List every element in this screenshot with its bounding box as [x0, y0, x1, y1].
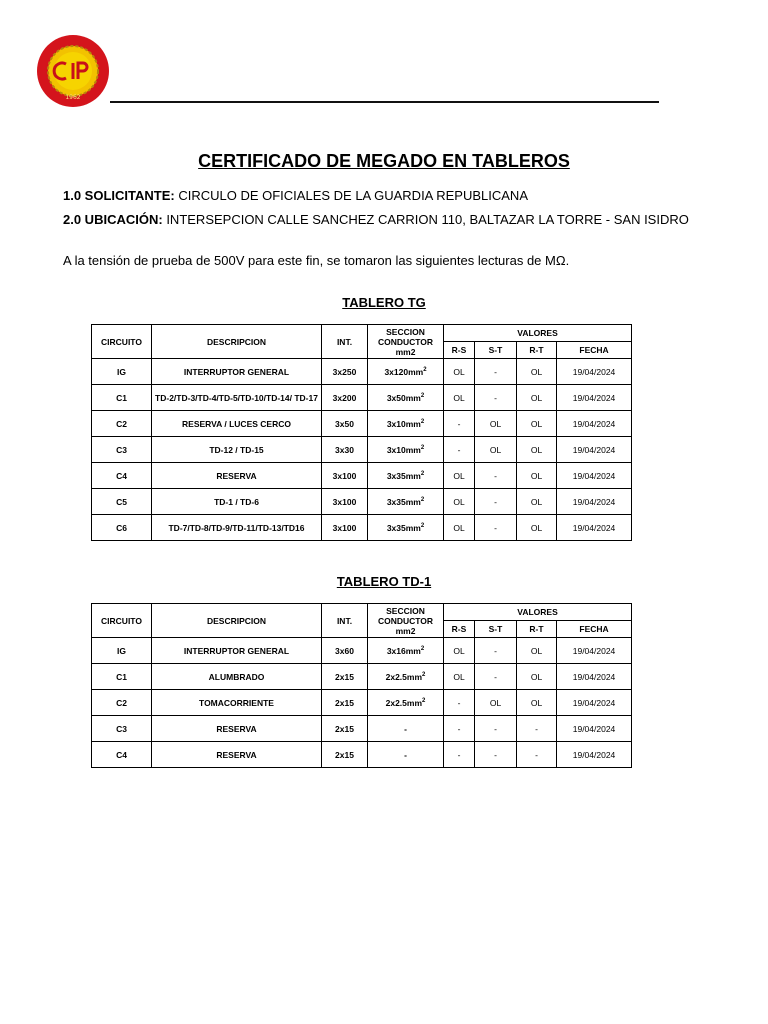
- cell-st-text: OL: [489, 418, 502, 429]
- cell-rt-text: OL: [530, 496, 543, 507]
- cell-circuito: [92, 489, 152, 515]
- tablero-tg-table: [91, 324, 632, 541]
- cell-fecha-text: 19/04/2024: [572, 645, 616, 656]
- cell-int: [322, 638, 368, 664]
- cell-seccion-superscript: 2: [423, 366, 427, 373]
- cell-fecha-text: 19/04/2024: [572, 392, 616, 403]
- cell-seccion-text: 3x10mm: [386, 418, 421, 429]
- cell-circuito-text: C2: [116, 418, 127, 429]
- cell-descripcion: [152, 489, 322, 515]
- cell-rs-text: OL: [453, 496, 465, 507]
- cell-circuito: [92, 437, 152, 463]
- cell-rs-text: -: [457, 723, 461, 734]
- cell-seccion: [368, 716, 444, 742]
- cell-rt: [517, 742, 557, 768]
- intro-text: A la tensión de prueba de 500V para este fin, se tomaron las siguientes lecturas de MΩ.: [63, 253, 570, 268]
- cell-descripcion: [152, 716, 322, 742]
- cell-st: [475, 716, 517, 742]
- cell-st-text: -: [494, 366, 497, 377]
- cell-st-text: -: [494, 723, 497, 734]
- header-circuito: CIRCUITO: [92, 325, 152, 359]
- table-row: [92, 437, 632, 463]
- header-fecha: FECHA: [557, 342, 632, 359]
- cell-descripcion: [152, 690, 322, 716]
- cell-seccion-superscript: 2: [420, 470, 425, 477]
- cell-seccion-text: 3x35mm: [386, 522, 421, 533]
- cell-st-text: -: [494, 749, 497, 760]
- cell-seccion-text: 2x2.5mm: [385, 671, 423, 682]
- cell-circuito-text: C1: [116, 392, 127, 403]
- cell-rs: [444, 690, 475, 716]
- cell-rt: [517, 463, 557, 489]
- cell-rt-text: OL: [530, 470, 543, 481]
- table-row: [92, 742, 632, 768]
- cell-seccion: [368, 463, 444, 489]
- header-fecha: FECHA: [557, 621, 632, 638]
- cell-descripcion-text: INTERRUPTOR GENERAL: [183, 366, 290, 377]
- logo-year: 1962: [65, 94, 81, 101]
- ubicacion-line: [63, 212, 689, 227]
- header-st: S-T: [475, 621, 517, 638]
- solicitante-value: CIRCULO DE OFICIALES DE LA GUARDIA REPUBLICANA: [178, 188, 528, 203]
- cell-fecha-text: 19/04/2024: [572, 496, 616, 507]
- cell-seccion-text: -: [404, 749, 407, 760]
- table-row: [92, 515, 632, 541]
- header-seccion: SECCION CONDUCTOR mm2: [368, 604, 444, 638]
- cell-int-text: 3x100: [332, 470, 357, 481]
- cell-fecha-text: 19/04/2024: [572, 723, 616, 734]
- cell-st: [475, 411, 517, 437]
- cell-fecha: [557, 690, 632, 716]
- cell-rs-text: OL: [453, 671, 465, 682]
- cell-seccion-superscript: 2: [420, 392, 425, 399]
- cell-circuito-text: C3: [116, 723, 127, 734]
- cell-descripcion-text: ALUMBRADO: [208, 671, 265, 682]
- cell-descripcion-text: TD-7/TD-8/TD-9/TD-11/TD-13/TD16: [168, 522, 305, 533]
- cell-seccion-text: 3x10mm: [386, 444, 421, 455]
- cell-seccion-superscript: 2: [420, 522, 425, 529]
- cell-int: [322, 716, 368, 742]
- cell-st: [475, 385, 517, 411]
- cell-descripcion: [152, 463, 322, 489]
- cell-seccion-superscript: 2: [420, 496, 425, 503]
- cell-int-text: 2x15: [335, 671, 354, 682]
- cell-descripcion: [152, 385, 322, 411]
- cell-seccion: [368, 690, 444, 716]
- cell-circuito: [92, 411, 152, 437]
- cell-rt-text: -: [535, 723, 538, 734]
- cell-rs-text: OL: [453, 470, 465, 481]
- cell-circuito: [92, 742, 152, 768]
- cell-fecha: [557, 463, 632, 489]
- cell-fecha: [557, 664, 632, 690]
- cell-rt-text: -: [535, 749, 538, 760]
- cell-int: [322, 489, 368, 515]
- cell-descripcion-text: INTERRUPTOR GENERAL: [183, 645, 290, 656]
- table-row: [92, 359, 632, 385]
- cell-int-text: 2x15: [335, 723, 354, 734]
- cell-descripcion: [152, 359, 322, 385]
- cell-seccion-text: 3x35mm: [386, 496, 421, 507]
- header-seccion: SECCION CONDUCTOR mm2: [368, 325, 444, 359]
- cell-circuito-text: C4: [116, 470, 127, 481]
- cell-rt: [517, 664, 557, 690]
- header-st: S-T: [475, 342, 517, 359]
- cell-fecha-text: 19/04/2024: [572, 671, 616, 682]
- cell-circuito: [92, 664, 152, 690]
- cell-circuito-text: IG: [117, 645, 126, 656]
- cell-seccion-superscript: 2: [422, 697, 426, 704]
- cell-rs: [444, 716, 475, 742]
- cell-descripcion: [152, 638, 322, 664]
- solicitante-line: [63, 188, 528, 203]
- header-valores: VALORES: [444, 604, 632, 621]
- table-row: [92, 690, 632, 716]
- cell-int: [322, 463, 368, 489]
- cell-fecha: [557, 411, 632, 437]
- cell-st: [475, 437, 517, 463]
- header-rt: R-T: [517, 342, 557, 359]
- cell-fecha-text: 19/04/2024: [572, 522, 616, 533]
- cell-rs: [444, 411, 475, 437]
- cell-circuito: [92, 716, 152, 742]
- cell-seccion-text: 3x16mm: [386, 645, 421, 656]
- ubicacion-value: INTERSEPCION CALLE SANCHEZ CARRION 110, BALTAZAR LA TORRE - SAN ISIDRO: [166, 212, 689, 227]
- cell-rt: [517, 437, 557, 463]
- cell-seccion: [368, 437, 444, 463]
- cell-st: [475, 664, 517, 690]
- cell-descripcion: [152, 411, 322, 437]
- cell-seccion: [368, 385, 444, 411]
- cell-st: [475, 515, 517, 541]
- cell-rs-text: -: [457, 418, 461, 429]
- header-rt: R-T: [517, 621, 557, 638]
- cell-st: [475, 742, 517, 768]
- cell-fecha: [557, 515, 632, 541]
- table-row: [92, 385, 632, 411]
- cell-rs-text: OL: [453, 392, 465, 403]
- cell-rs-text: -: [457, 749, 461, 760]
- solicitante-label: 1.0 SOLICITANTE:: [63, 188, 175, 203]
- cell-int-text: 3x30: [335, 444, 354, 455]
- cell-int: [322, 359, 368, 385]
- table-row: [92, 411, 632, 437]
- cell-descripcion-text: TD-1 / TD-6: [214, 496, 259, 507]
- cell-fecha-text: 19/04/2024: [572, 444, 616, 455]
- cell-circuito: [92, 515, 152, 541]
- cell-seccion: [368, 489, 444, 515]
- header-descripcion: DESCRIPCION: [152, 604, 322, 638]
- cell-fecha-text: 19/04/2024: [572, 470, 616, 481]
- cell-rt-text: OL: [530, 418, 543, 429]
- cell-fecha-text: 19/04/2024: [572, 749, 616, 760]
- cell-circuito-text: IG: [117, 366, 126, 377]
- cell-rt: [517, 690, 557, 716]
- cell-rt: [517, 638, 557, 664]
- table-row: [92, 664, 632, 690]
- cell-circuito-text: C4: [116, 749, 127, 760]
- cell-st-text: -: [494, 496, 497, 507]
- cell-circuito-text: C5: [116, 496, 127, 507]
- cell-rs: [444, 489, 475, 515]
- page-title: CERTIFICADO DE MEGADO EN TABLEROS: [198, 151, 570, 171]
- cell-rt-text: OL: [530, 522, 543, 533]
- cell-seccion-text: 3x120mm: [384, 366, 424, 377]
- cell-rs-text: OL: [453, 366, 465, 377]
- cell-descripcion-text: TD-12 / TD-15: [209, 444, 264, 455]
- cell-seccion: [368, 664, 444, 690]
- cell-rt: [517, 489, 557, 515]
- cell-descripcion-text: RESERVA: [216, 470, 257, 481]
- cell-rs-text: OL: [453, 645, 465, 656]
- cell-st-text: -: [494, 671, 497, 682]
- cell-circuito-text: C1: [116, 671, 127, 682]
- cell-fecha: [557, 742, 632, 768]
- cell-rs: [444, 515, 475, 541]
- cell-circuito: [92, 638, 152, 664]
- cell-seccion-superscript: 2: [420, 645, 425, 652]
- cell-rs: [444, 638, 475, 664]
- header-valores: VALORES: [444, 325, 632, 342]
- header-rs: R-S: [444, 621, 475, 638]
- cell-fecha: [557, 359, 632, 385]
- cell-fecha-text: 19/04/2024: [572, 418, 616, 429]
- cell-descripcion: [152, 742, 322, 768]
- table-row: [92, 716, 632, 742]
- cell-descripcion-text: RESERVA: [216, 749, 257, 760]
- cell-rt: [517, 359, 557, 385]
- cell-circuito-text: C6: [116, 522, 127, 533]
- tablero-td1-table: [91, 603, 632, 768]
- cell-int-text: 2x15: [335, 749, 354, 760]
- tablero-tg-title: TABLERO TG: [342, 295, 426, 310]
- cell-int-text: 3x100: [332, 496, 357, 507]
- cell-descripcion: [152, 664, 322, 690]
- cell-rs-text: -: [457, 697, 461, 708]
- cell-rt-text: OL: [530, 366, 543, 377]
- cell-int-text: 3x50: [335, 418, 354, 429]
- cell-fecha-text: 19/04/2024: [572, 697, 616, 708]
- cell-circuito: [92, 690, 152, 716]
- cell-circuito-text: C2: [116, 697, 127, 708]
- cell-descripcion: [152, 515, 322, 541]
- cell-descripcion: [152, 437, 322, 463]
- cell-int: [322, 385, 368, 411]
- cell-st: [475, 359, 517, 385]
- cell-seccion-text: 3x50mm: [386, 392, 421, 403]
- cell-circuito: [92, 359, 152, 385]
- table-row: [92, 463, 632, 489]
- cell-seccion-text: 3x35mm: [386, 470, 421, 481]
- cell-int-text: 3x200: [332, 392, 357, 403]
- cell-descripcion-text: TD-2/TD-3/TD-4/TD-5/TD-10/TD-14/ TD-17: [155, 392, 318, 403]
- cell-rt-text: OL: [530, 697, 543, 708]
- cell-st: [475, 638, 517, 664]
- cell-seccion: [368, 411, 444, 437]
- cell-int: [322, 664, 368, 690]
- header-rs: R-S: [444, 342, 475, 359]
- cell-seccion-text: -: [404, 723, 407, 734]
- tablero-td1-title: TABLERO TD-1: [336, 574, 432, 589]
- cell-fecha: [557, 437, 632, 463]
- cell-circuito: [92, 385, 152, 411]
- cell-rt: [517, 411, 557, 437]
- cell-fecha: [557, 489, 632, 515]
- table-row: [92, 489, 632, 515]
- header-rule: [110, 101, 659, 103]
- cell-rt: [517, 716, 557, 742]
- cell-seccion: [368, 638, 444, 664]
- cell-seccion-text: 2x2.5mm: [385, 697, 423, 708]
- cell-circuito-text: C3: [116, 444, 127, 455]
- header-descripcion: DESCRIPCION: [152, 325, 322, 359]
- cell-fecha-text: 19/04/2024: [572, 366, 616, 377]
- cell-st: [475, 690, 517, 716]
- cell-rs: [444, 463, 475, 489]
- cell-rt: [517, 385, 557, 411]
- ubicacion-label: 2.0 UBICACIÓN:: [63, 212, 163, 227]
- cell-fecha: [557, 385, 632, 411]
- cell-st: [475, 463, 517, 489]
- cell-rt-text: OL: [530, 392, 543, 403]
- cell-int-text: 3x60: [335, 645, 354, 656]
- cell-rs: [444, 742, 475, 768]
- cell-fecha: [557, 638, 632, 664]
- table-row: [92, 638, 632, 664]
- cell-circuito: [92, 463, 152, 489]
- cell-rs: [444, 385, 475, 411]
- cell-st-text: OL: [489, 444, 502, 455]
- cell-seccion-superscript: 2: [420, 418, 425, 425]
- cell-st-text: OL: [489, 697, 502, 708]
- cell-int: [322, 437, 368, 463]
- cell-int: [322, 515, 368, 541]
- cell-rt-text: OL: [530, 444, 543, 455]
- cell-int: [322, 690, 368, 716]
- cell-int-text: 3x100: [332, 522, 357, 533]
- cell-rs: [444, 359, 475, 385]
- cell-descripcion-text: RESERVA / LUCES CERCO: [182, 418, 291, 429]
- cell-st-text: -: [494, 645, 497, 656]
- cell-descripcion-text: RESERVA: [216, 723, 257, 734]
- header-int: INT.: [322, 604, 368, 638]
- cell-rt-text: OL: [530, 671, 543, 682]
- cell-fecha: [557, 716, 632, 742]
- cell-seccion: [368, 515, 444, 541]
- cell-st-text: -: [494, 470, 497, 481]
- cell-descripcion-text: TOMACORRIENTE: [199, 697, 274, 708]
- header-circuito: CIRCUITO: [92, 604, 152, 638]
- header-int: INT.: [322, 325, 368, 359]
- cell-int: [322, 742, 368, 768]
- cell-seccion-superscript: 2: [420, 444, 425, 451]
- cell-st-text: -: [494, 522, 497, 533]
- cell-st: [475, 489, 517, 515]
- cell-st-text: -: [494, 392, 497, 403]
- cell-rt-text: OL: [530, 645, 543, 656]
- cell-int: [322, 411, 368, 437]
- cell-rs: [444, 437, 475, 463]
- cell-rs-text: OL: [453, 522, 465, 533]
- cell-seccion-superscript: 2: [422, 671, 426, 678]
- cell-seccion: [368, 359, 444, 385]
- cell-int-text: 2x15: [335, 697, 354, 708]
- cell-rt: [517, 515, 557, 541]
- cell-int-text: 3x250: [332, 366, 357, 377]
- colegio-de-ingenieros-logo: [36, 34, 110, 108]
- cell-rs: [444, 664, 475, 690]
- cell-seccion: [368, 742, 444, 768]
- cell-rs-text: -: [457, 444, 461, 455]
